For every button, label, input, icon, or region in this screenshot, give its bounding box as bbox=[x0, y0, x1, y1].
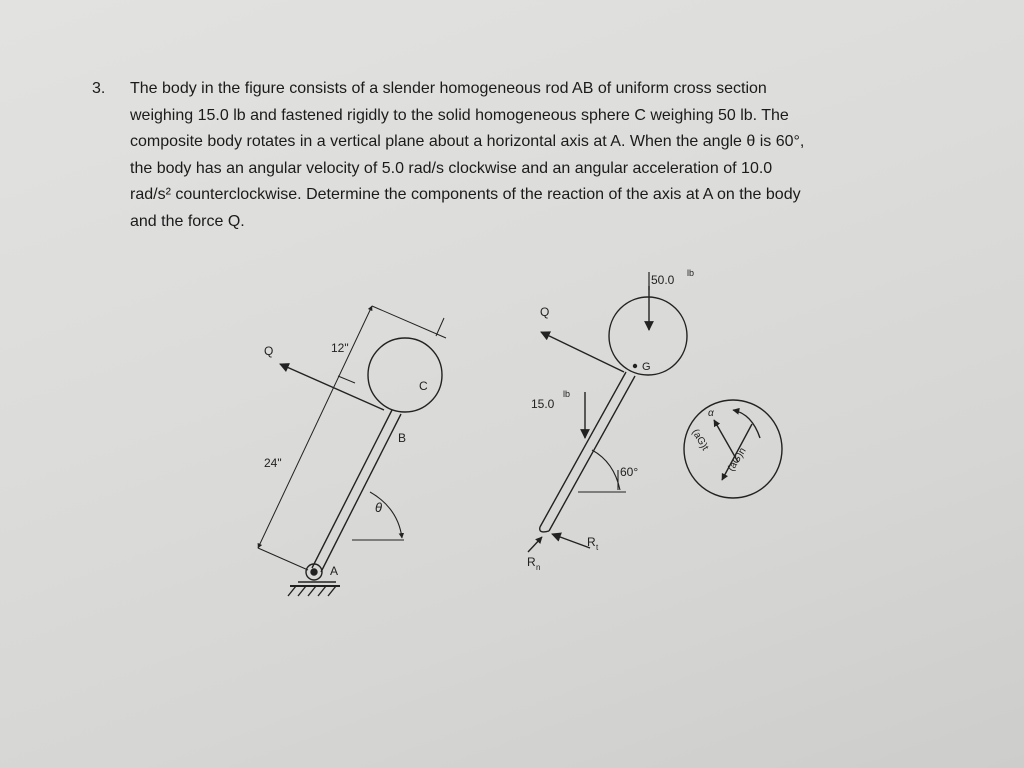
problem-line-5: rad/s² counterclockwise. Determine the components of the reaction of the axis at A on the body bbox=[130, 186, 801, 203]
center-g-dot bbox=[633, 364, 637, 368]
problem-line-1: The body in the figure consists of a slender homogeneous rod AB of uniform cross section bbox=[130, 80, 767, 97]
label-an: (aG)n bbox=[725, 445, 749, 474]
fbd-angle-60 bbox=[578, 450, 626, 492]
left-dim-12: 12" bbox=[331, 341, 349, 355]
problem-number: 3. bbox=[92, 80, 106, 97]
label-rt-sub: t bbox=[596, 543, 599, 552]
dimension-lines bbox=[258, 306, 446, 570]
label-rn-sub: n bbox=[536, 563, 541, 572]
left-figure bbox=[258, 306, 446, 596]
problem-line-2: weighing 15.0 lb and fastened rigidly to the solid homogeneous sphere C weighing 50 lb. The bbox=[130, 106, 789, 124]
sphere-weight-value: 50.0 bbox=[651, 273, 675, 287]
problem-line-4: the body has an angular velocity of 5.0 rad/s clockwise and an angular acceleration of 10.0 bbox=[130, 159, 773, 177]
rod-ab bbox=[312, 410, 401, 572]
left-q-label: Q bbox=[264, 344, 274, 358]
left-dim-24: 24" bbox=[264, 456, 282, 470]
label-alpha: α bbox=[708, 408, 714, 419]
label-b: B bbox=[398, 431, 407, 445]
sphere-c bbox=[368, 338, 442, 412]
fbd-rod bbox=[540, 372, 635, 532]
fbd-force-q bbox=[541, 332, 624, 372]
label-theta: θ bbox=[375, 500, 383, 515]
label-rt: R bbox=[587, 535, 596, 549]
label-g: G bbox=[642, 361, 651, 373]
label-c: C bbox=[419, 379, 428, 393]
rod-weight-value: 15.0 bbox=[531, 397, 555, 411]
right-q-label: Q bbox=[540, 305, 550, 319]
reaction-rn-arrow bbox=[528, 537, 542, 552]
problem-line-3: composite body rotates in a vertical plane about a horizontal axis at A. When the angle θ is 60°, bbox=[130, 133, 805, 150]
sphere-weight-unit: lb bbox=[687, 268, 695, 278]
kinetic-diagram bbox=[684, 400, 782, 498]
right-figure bbox=[528, 272, 687, 552]
problem-line-6: and the force Q. bbox=[130, 212, 245, 230]
label-rn: R bbox=[527, 555, 536, 569]
label-a: A bbox=[330, 564, 339, 578]
rod-weight-unit: lb bbox=[563, 389, 571, 399]
label-at: (aG)t bbox=[689, 427, 711, 453]
reaction-rt-arrow bbox=[552, 534, 590, 548]
angle-60-label: 60° bbox=[620, 465, 639, 479]
